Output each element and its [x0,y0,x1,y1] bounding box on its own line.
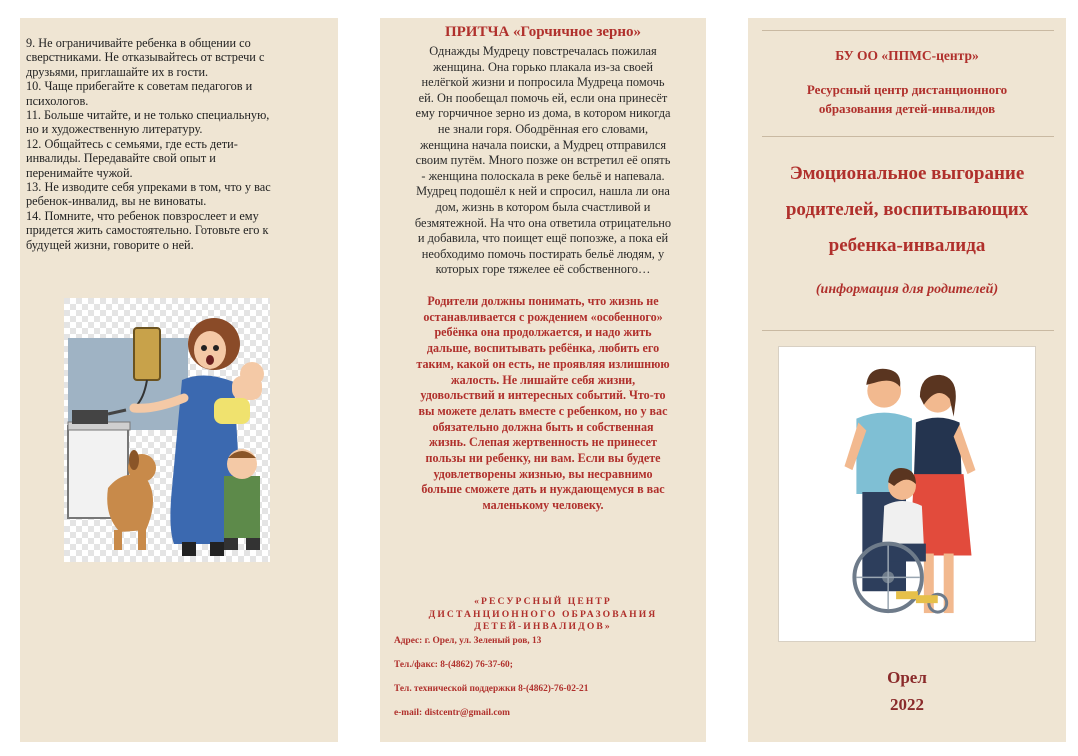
phone: Тел./факс: 8-(4862) 76-37-60; [394,660,513,670]
tip-line: но и художественную литературу. [26,122,203,137]
stressed-mother-illustration [64,298,270,562]
parable-line: дом, жизнь в котором была счастливой и [435,199,651,214]
org-name: БУ ОО «ППМС-центр» [835,48,979,63]
parable-line: женщина начала поиски, а Мудрец отправился [419,137,667,152]
address: Адрес: г. Орел, ул. Зеленый ров, 13 [394,636,542,646]
parable-line: которых горе тяжелее её собственного… [435,262,651,277]
parable-title: ПРИТЧА «Горчичное зерно» [444,24,642,40]
advice-line: жалость. Не лишайте себя жизни, [450,372,636,387]
center-name-line: ДЕТЕЙ-ИНВАЛИДОВ» [474,621,612,633]
parable-line: - женщина полоскала в реке бельё и напевала. [421,168,665,183]
parable-line: Мудрец подошёл к ней и спросил, нашла ли она [416,184,670,199]
parable-line: женщина. Она горько плакала из-за своей [432,59,654,74]
resource-center-line: образования детей-инвалидов [818,101,996,116]
parable-line: ей. Он пообещал помочь ей, если она принесёт [418,90,668,105]
divider-top [762,30,1054,31]
center-name-line: «РЕСУРСНЫЙ ЦЕНТР [474,596,612,607]
year: 2022 [890,695,924,714]
tip-line: 9. Не ограничивайте ребенка в общении со [26,36,251,50]
middle-panel [380,18,706,742]
title-line: ребенка-инвалида [828,235,986,256]
divider [762,136,1054,137]
advice-text [390,294,696,514]
advice-line: удовольствий и интересных событий. Что-то [420,388,666,403]
tip-line: 14. Помните, что ребенок повзрослеет и ему [26,208,259,223]
parable-line: ему горчичное зерно из дома, в котором никогда [415,106,671,121]
city: Орел [887,668,927,687]
family-wheelchair-illustration [778,346,1036,642]
resource-center [768,80,1046,118]
advice-line: дальше, воспитывать ребёнка, любить его [426,341,660,356]
parable-line: нелёгкой жизни и попросила Мудреца помочь [421,75,665,90]
tip-line: 12. Общайтесь с семьями, где есть дети- [26,136,238,151]
tip-line: придется жить самостоятельно. Готовьте его к [26,223,269,238]
advice-line: больше сможете дать и нуждающемуся в вас [421,482,665,497]
parable-line: необходимо помочь постирать бельё людям, у [421,246,665,261]
tip-line: друзьями, приглашайте их в гости. [26,64,209,79]
tip-line: будущей жизни, говорите о ней. [26,237,194,252]
parable-line: и добавила, что поищет ещё попозже, а пока ей [417,231,669,246]
right-panel [748,18,1066,742]
advice-line: обязательно должна быть и собственная [432,419,654,434]
advice-line: пользы ни ребенку, ни вам. Если вы будете [425,451,661,466]
tip-line: ребенок-инвалид, вы не виноваты. [26,194,207,209]
advice-line: вы можете делать вместе с ребенком, но у вас [418,403,668,418]
advice-line: жизнь. Слепая жертвенность не принесет [429,435,657,450]
email[interactable]: e-mail: distcentr@gmail.com [394,708,510,718]
tip-line: 10. Чаще прибегайте к советам педагогов и [26,79,253,94]
advice-line: удовлетворены жизнью, вы несравнимо [433,466,653,481]
center-name [390,596,696,634]
parable-line: не знали горя. Ободрённая его словами, [437,121,649,136]
audience-subtitle: (информация для родителей) [815,282,999,297]
advice-line: останавливается с рождением «особенного» [423,309,663,324]
advice-line: маленькому человеку. [482,498,604,513]
support-phone: Тел. технической поддержки 8-(4862)-76-02-21 [394,684,589,694]
tip-line: 13. Не изводите себя упреками в том, что у вас [26,180,271,195]
tip-line: психологов. [26,93,89,108]
tip-line: инвалиды. Передавайте свой опыт и [26,151,216,166]
tip-line: 11. Больше читайте, и не только специальную, [26,108,270,123]
advice-line: таким, какой он есть, не проявляя излишнюю [416,356,670,371]
left-panel [20,18,338,742]
tip-line: сверстниками. Не отказывайтесь от встречи с [26,50,265,65]
center-name-line: ДИСТАНЦИОННОГО ОБРАЗОВАНИЯ [428,608,658,620]
resource-center-line: Ресурсный центр дистанционного [806,82,1008,97]
tip-line: перенимайте чужой. [26,165,133,180]
title-line: родителей, воспитывающих [785,199,1029,220]
parable-text [390,44,696,278]
advice-line: ребёнка она продолжается, и надо жить [434,325,652,340]
advice-line: Родители должны понимать, что жизнь не [427,294,659,308]
brochure-title [756,156,1058,264]
parable-line: безмятежной. На что она ответила отрицательно [414,215,672,230]
tips-list [26,36,332,252]
parable-line: своим путём. Много позже он встретил её опять [415,153,671,168]
parable-line: Однажды Мудрецу повстречалась пожилая [429,44,657,58]
title-line: Эмоциональное выгорание [789,163,1025,184]
divider [762,330,1054,331]
